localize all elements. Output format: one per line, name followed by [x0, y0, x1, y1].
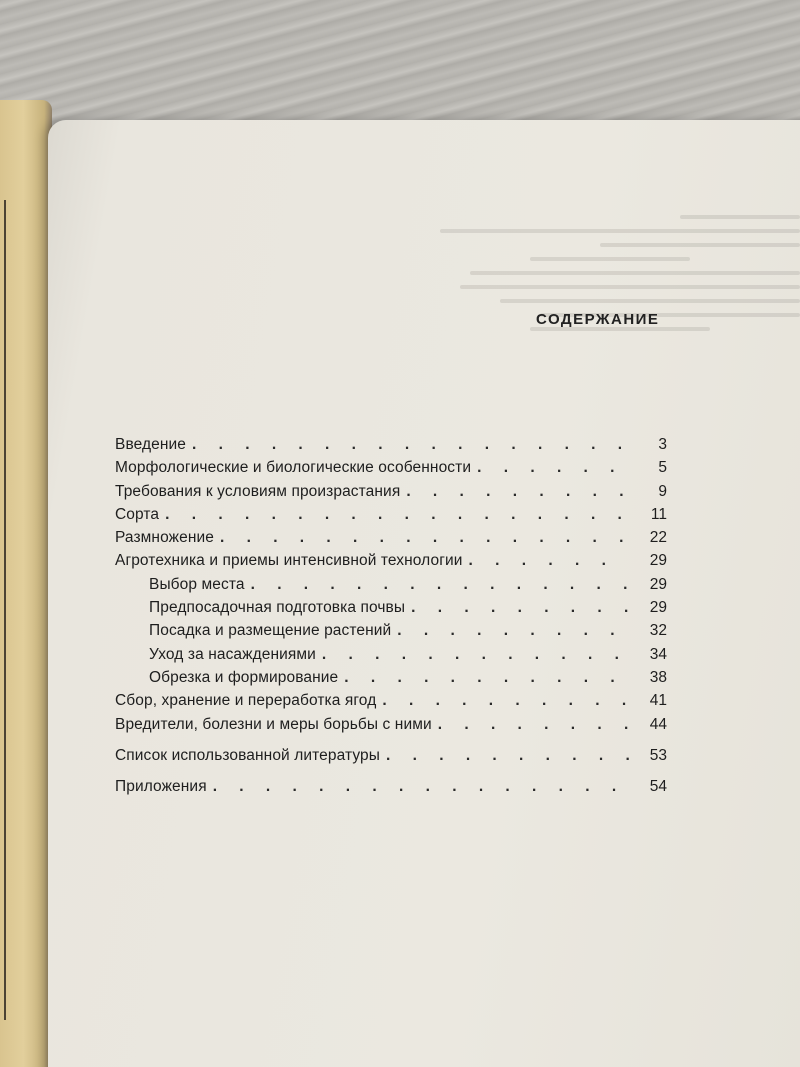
toc-entry[interactable] — [115, 459, 667, 482]
toc-entry-page: 9 — [658, 482, 667, 500]
toc-entry-page: 44 — [649, 715, 667, 733]
dot-leader — [386, 747, 629, 765]
toc-entry-label: Предпосадочная подготовка почвы — [149, 599, 406, 617]
toc-entry-page: 11 — [650, 505, 667, 523]
table-of-contents — [115, 436, 667, 801]
toc-entry-label: Уход за насаждениями — [149, 645, 316, 663]
toc-entry-page: 29 — [649, 552, 667, 570]
toc-entry-label: Агротехника и приемы интенсивной технологии — [115, 552, 463, 570]
dot-leader — [397, 622, 629, 640]
dot-leader — [322, 646, 629, 664]
toc-entry-page: 53 — [649, 746, 667, 764]
toc-subentry[interactable] — [115, 646, 667, 669]
toc-entry-page: 29 — [649, 575, 667, 593]
page-border-line — [4, 200, 6, 1020]
previous-page-edge — [0, 100, 52, 1067]
toc-entry[interactable] — [115, 716, 667, 739]
toc-entry-page: 5 — [658, 459, 667, 477]
toc-entry-label: Требования к условиям произрастания — [115, 482, 401, 500]
toc-entry[interactable] — [115, 483, 667, 506]
toc-subentry[interactable] — [115, 622, 667, 645]
toc-entry[interactable] — [115, 552, 667, 575]
dot-leader — [411, 599, 629, 617]
toc-subentry[interactable] — [115, 669, 667, 692]
toc-entry-label: Морфологические и биологические особенности — [115, 459, 472, 477]
dot-leader — [192, 436, 629, 454]
toc-entry-label: Сбор, хранение и переработка ягод — [115, 692, 377, 710]
toc-entry-page: 38 — [649, 668, 667, 686]
toc-entry-page: 22 — [649, 529, 667, 547]
toc-entry-label: Выбор места — [149, 575, 245, 593]
dot-leader — [438, 716, 629, 734]
toc-entry-label: Введение — [115, 436, 186, 453]
toc-entry-label: Посадка и размещение растений — [149, 622, 392, 640]
toc-entry[interactable] — [115, 747, 667, 770]
dot-leader — [382, 692, 629, 710]
dot-leader — [251, 576, 629, 594]
toc-entry-page: 34 — [649, 645, 667, 663]
toc-subentry[interactable] — [115, 599, 667, 622]
dot-leader — [165, 506, 629, 524]
contents-title: СОДЕРЖАНИЕ — [536, 311, 660, 328]
dot-leader — [220, 529, 629, 547]
toc-entry[interactable] — [115, 778, 667, 801]
toc-entry[interactable] — [115, 692, 667, 715]
toc-entry-page: 3 — [658, 436, 667, 453]
toc-entry-label: Приложения — [115, 778, 207, 796]
dot-leader — [406, 483, 629, 501]
toc-entry-label: Список использованной литературы — [115, 746, 380, 764]
toc-entry-label: Размножение — [115, 529, 214, 547]
toc-entry-label: Обрезка и формирование — [149, 668, 339, 686]
dot-leader — [477, 459, 629, 477]
toc-entry-label: Сорта — [115, 505, 160, 523]
toc-entry-page: 54 — [649, 778, 667, 796]
toc-entry[interactable] — [115, 506, 667, 529]
toc-entry-label: Вредители, болезни и меры борьбы с ними — [115, 715, 432, 733]
dot-leader — [344, 669, 629, 687]
toc-entry-page: 29 — [649, 599, 667, 617]
toc-entry-page: 41 — [649, 692, 667, 710]
dot-leader — [213, 778, 629, 796]
toc-entry-page: 32 — [649, 622, 667, 640]
toc-entry[interactable] — [115, 436, 667, 459]
dot-leader — [469, 552, 630, 570]
toc-subentry[interactable] — [115, 576, 667, 599]
toc-entry[interactable] — [115, 529, 667, 552]
